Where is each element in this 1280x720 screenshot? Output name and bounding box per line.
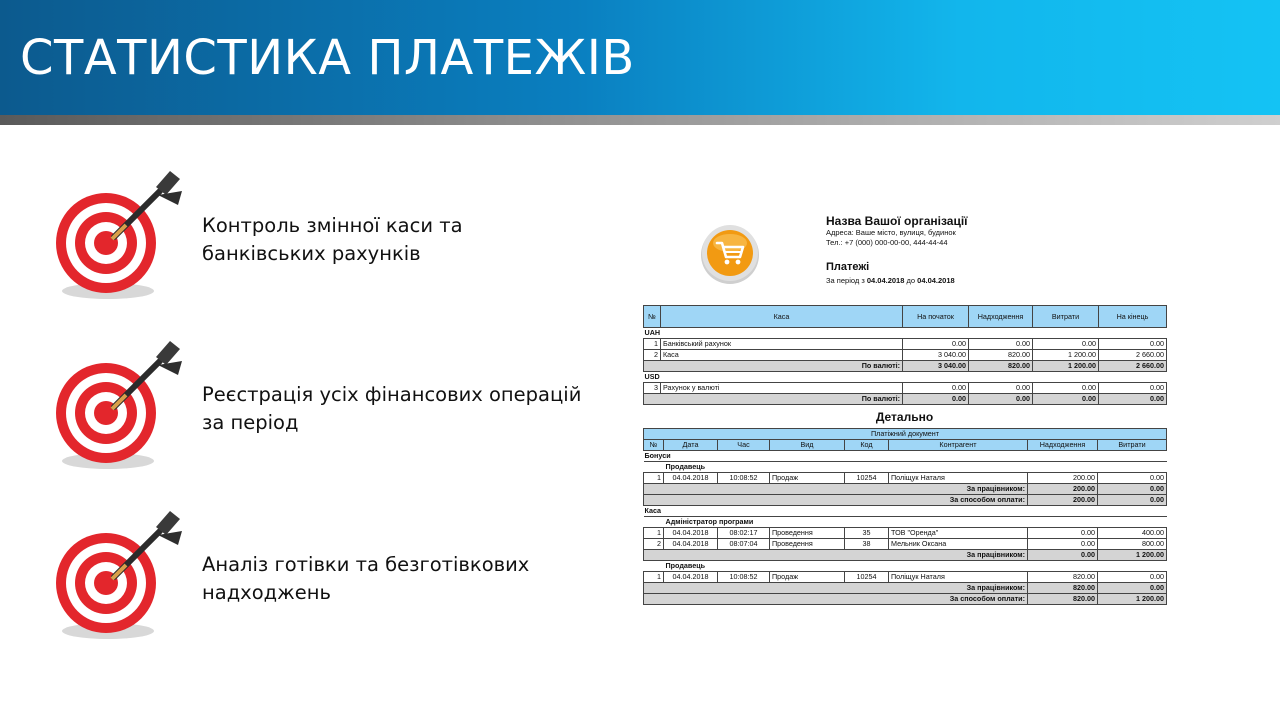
period-from: 04.04.2018 [866, 276, 905, 285]
col-header: Дата [664, 440, 718, 451]
bullet-line: Контроль змінної каси та [202, 214, 463, 237]
period-mid: до [906, 276, 916, 285]
detail-header-row [644, 440, 1167, 451]
bullet-text [202, 212, 602, 268]
bullet-line: Реєстрація усіх фінансових операцій [202, 383, 582, 406]
col-header: Надходження [1028, 440, 1098, 451]
shopping-cart-icon [698, 221, 762, 285]
organization-phone: Тел.: +7 (000) 000-00-00, 444-44-44 [826, 238, 948, 247]
currency-group-row: USD [644, 372, 1167, 383]
table-row: 1 04.04.2018 08:02:17 Проведення 35 ТОВ "Оренда" 0.00 400.00 [644, 528, 1167, 539]
table-row: 1 Банківський рахунок 0.00 0.00 0.00 0.00 [644, 339, 1167, 350]
payment-total-row: За способом оплати: 820.00 1 200.00 [644, 594, 1167, 605]
target-dart-icon [52, 165, 192, 305]
table-row: 2 04.04.2018 08:07:04 Проведення 38 Мельник Оксана 0.00 800.00 [644, 539, 1167, 550]
bullet-item [0, 505, 620, 645]
payment-method-row: Бонуси [644, 451, 1167, 462]
employee-row: Продавець [644, 462, 1167, 473]
page-title: СТАТИСТИКА ПЛАТЕЖІВ [20, 30, 635, 86]
employee-row: Адміністратор програми [644, 517, 1167, 528]
organization-block [826, 214, 1126, 248]
payment-total-row: За способом оплати: 200.00 0.00 [644, 495, 1167, 506]
table-row: 1 04.04.2018 10:08:52 Продаж 10254 Поліщук Наталя 200.00 0.00 [644, 473, 1167, 484]
employee-row: Продавець [644, 561, 1167, 572]
table-row: 2 Каса 3 040.00 820.00 1 200.00 2 660.00 [644, 350, 1167, 361]
col-header: Витрати [1098, 440, 1167, 451]
table-row: 3 Рахунок у валюті 0.00 0.00 0.00 0.00 [644, 383, 1167, 394]
bullet-line: Аналіз готівки та безготівкових [202, 553, 530, 576]
bullet-text [202, 551, 602, 607]
col-header: Контрагент [889, 440, 1028, 451]
summary-table [643, 305, 1167, 405]
summary-header-row [644, 306, 1167, 328]
col-header: Каса [661, 306, 903, 328]
period-to: 04.04.2018 [917, 276, 955, 285]
currency-total-row: По валюті: 0.00 0.00 0.00 0.00 [644, 394, 1167, 405]
col-header: Надходження [969, 306, 1033, 328]
col-header: № [644, 440, 664, 451]
employee-total-row: За працівником: 200.00 0.00 [644, 484, 1167, 495]
col-header: Вид [770, 440, 845, 451]
bullet-line: банківських рахунків [202, 242, 421, 265]
header-underline [0, 115, 1280, 125]
bullet-line: надходжень [202, 581, 331, 604]
organization-address: Адреса: Ваше місто, вулиця, будинок [826, 228, 956, 237]
currency-total-row: По валюті: 3 040.00 820.00 1 200.00 2 660.00 [644, 361, 1167, 372]
col-header: Код [845, 440, 889, 451]
report-title: Платежі [826, 261, 870, 273]
bullet-item [0, 165, 620, 305]
currency-group-row: UAH [644, 328, 1167, 339]
bullet-text [202, 381, 602, 437]
employee-total-row: За працівником: 820.00 0.00 [644, 583, 1167, 594]
col-header: На початок [903, 306, 969, 328]
employee-total-row: За працівником: 0.00 1 200.00 [644, 550, 1167, 561]
bullet-line: за період [202, 411, 299, 434]
detail-table [643, 428, 1167, 605]
bullet-item [0, 335, 620, 475]
organization-name: Назва Вашої організації [826, 214, 968, 228]
target-dart-icon [52, 335, 192, 475]
period-prefix: За період з [826, 276, 865, 285]
col-header: Витрати [1033, 306, 1099, 328]
col-header: № [644, 306, 661, 328]
col-header: Час [718, 440, 770, 451]
doc-header-row: Платіжний документ [644, 429, 1167, 440]
table-row: 1 04.04.2018 10:08:52 Продаж 10254 Поліщук Наталя 820.00 0.00 [644, 572, 1167, 583]
report-period [826, 276, 955, 285]
target-dart-icon [52, 505, 192, 645]
col-header: На кінець [1099, 306, 1167, 328]
detail-title: Детально [875, 410, 934, 424]
payment-method-row: Каса [644, 506, 1167, 517]
